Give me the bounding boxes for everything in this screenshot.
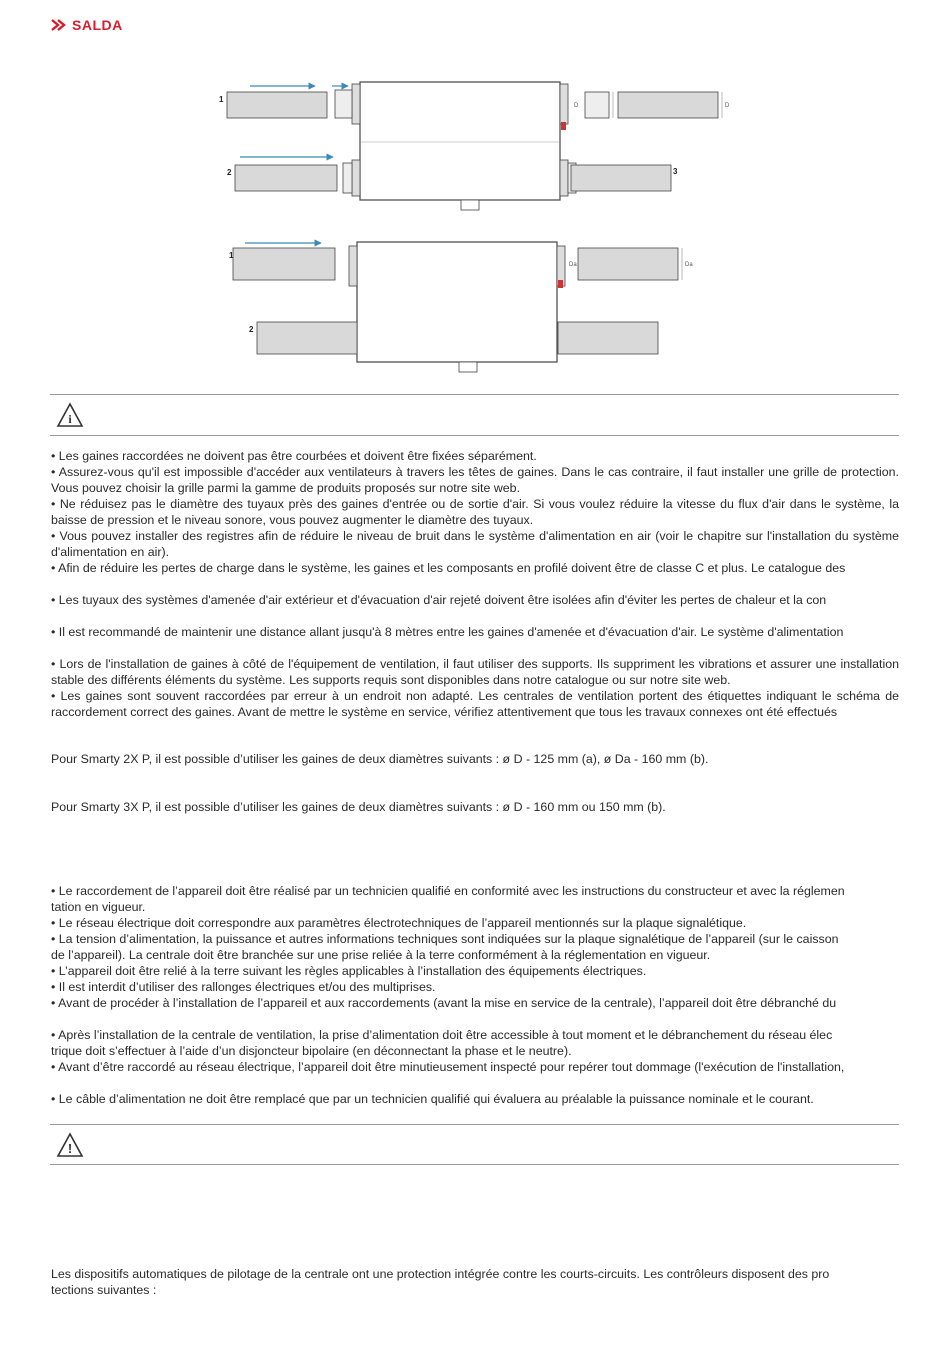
- salda-logo-icon: [50, 16, 68, 34]
- electrical-line-2: tation en vigueur.: [51, 900, 146, 914]
- ducts-item-6: • Les tuyaux des systèmes d'amenée d'air extérieur et d'évacuation d'air rejeté doivent être isolées afin d'éviter les pertes de chaleur et la con: [51, 593, 827, 607]
- electrical-line-11: trique doit s’effectuer à l’aide d’un disjoncteur bipolaire (en déconnectant la phase et le neutre).: [51, 1044, 572, 1058]
- electrical-line-5: de l’appareil). La centrale doit être branchée sur une prise reliée à la terre conformément à la réglementation en vigueur.: [51, 948, 711, 962]
- warning-note-band: [50, 1124, 899, 1165]
- electrical-line-7: • Il est interdit d’utiliser des rallonges électriques et/ou des multiprises.: [51, 980, 436, 994]
- svg-text:!: !: [67, 1141, 73, 1156]
- ducts-item-7: • Il est recommandé de maintenir une distance allant jusqu'à 8 mètres entre les gaines d'amenée et d'évacuation d'air. Le système d'alimentation: [51, 625, 844, 639]
- figure-label-3: 3: [673, 167, 678, 176]
- figure-label-2: 2: [227, 168, 232, 177]
- electrical-line-1: • Le raccordement de l’appareil doit être réalisé par un technicien qualifié en conformité avec les instructions du constructeur et avec la réglemen: [51, 884, 845, 898]
- figure-label-1: 1: [219, 95, 224, 104]
- warning-icon: [56, 1132, 84, 1158]
- electrical-line-12: • Avant d’être raccordé au réseau électrique, l’appareil doit être minutieusement inspecté pour repérer tout dommage (l'exécution de l'installation,: [51, 1060, 845, 1074]
- electrical-line-3: • Le réseau électrique doit correspondre aux paramètres électrotechniques de l’appareil mentionnés sur la plaque signalétique.: [51, 916, 747, 930]
- top-unit-drawing: [227, 82, 722, 210]
- figure-label-b1: 1: [229, 251, 234, 260]
- ducts-item-9: • Les gaines sont souvent raccordées par erreur à un endroit non adapté. Les centrales de ventilation portent des étiquettes indiquant le schéma de raccordement correct des gaines. Avant de mettre le système en service, vérifiez attentivement que tous les travaux connexes ont été effectués: [51, 689, 899, 719]
- protection-text: [51, 1266, 899, 1298]
- electrical-line-8: • Avant de procéder à l’installation de l’appareil et aux raccordements (avant la mise en service de la centrale), l’appareil doit être débranché du: [51, 996, 837, 1010]
- ducts-instructions: [51, 448, 899, 720]
- electrical-instructions: [51, 883, 899, 1107]
- info-warning-icon: [56, 402, 84, 428]
- brand-logo: [50, 16, 123, 34]
- dimension-label-D: D: [725, 103, 730, 109]
- electrical-line-10: • Après l’installation de la centrale de ventilation, la prise d’alimentation doit être accessible à tout moment et le débranchement du réseau élec: [51, 1028, 833, 1042]
- ducts-item-3: • Ne réduisez pas le diamètre des tuyaux près des gaines d'entrée ou de sortie d'air. Si vous voulez réduire la vitesse du flux d'air dans le système, la baisse de pression et le niveau sonore, vous pouvez augmenter le diamètre des tuyaux.: [51, 497, 899, 527]
- svg-text:i: i: [68, 412, 72, 426]
- ducts-item-4: • Vous pouvez installer des registres afin de réduire le niveau de bruit dans le système d'alimentation en air (voir le chapitre sur l'installation du système d'alimentation en air).: [51, 529, 899, 559]
- smarty-2x-note: Pour Smarty 2X P, il est possible d’utiliser les gaines de deux diamètres suivants : ø D - 125 mm (a), ø Da - 160 mm (b).: [51, 752, 709, 766]
- electrical-line-4: • La tension d’alimentation, la puissance et autres informations techniques sont indiquées sur la plaque signalétique de l’appareil (sur le caisson: [51, 932, 839, 946]
- electrical-line-9: [51, 1011, 899, 1027]
- ducts-item-8: • Lors de l'installation de gaines à côté de l'équipement de ventilation, il faut utiliser des supports. Ils suppriment les vibrations et assurer une installation stable des différents éléments du système. Les supports requis sont disponibles dans notre catalogue ou sur notre site web.: [51, 657, 899, 687]
- dimension-label-Da: Da: [685, 262, 693, 268]
- ducts-item-1: • Les gaines raccordées ne doivent pas être courbées et doivent être fixées séparément.: [51, 449, 537, 463]
- smarty-3x-note: Pour Smarty 3X P, il est possible d’utiliser les gaines de deux diamètres suivants : ø D - 160 mm ou 150 mm (b).: [51, 800, 666, 814]
- ducts-item-2: • Assurez-vous qu'il est impossible d'accéder aux ventilateurs à travers les têtes de gaines. Dans le cas contraire, il faut installer une grille de protection. Vous pouvez choisir la grille parmi la gamme de produits proposés sur notre site web.: [51, 465, 899, 495]
- info-note-band: [50, 394, 899, 436]
- protection-line-1: Les dispositifs automatiques de pilotage de la centrale ont une protection intégrée contre les courts-circuits. Les contrôleurs disposent des pro: [51, 1267, 830, 1281]
- figure-label-b2: 2: [249, 325, 254, 334]
- dimension-label-D-unit: D: [574, 103, 579, 109]
- bottom-unit-drawing: [233, 242, 682, 372]
- dimension-label-Da-unit: Da: [569, 262, 577, 268]
- duct-connection-diagram: [215, 70, 755, 380]
- protection-line-2: tections suivantes :: [51, 1283, 157, 1297]
- electrical-line-14: • Le câble d’alimentation ne doit être remplacé que par un technicien qualifié qui évaluera au préalable la puissance nominale et le courant.: [51, 1092, 814, 1106]
- electrical-line-6: • L’appareil doit être relié à la terre suivant les règles applicables à l’installation des équipements électriques.: [51, 964, 647, 978]
- electrical-line-13: [51, 1075, 899, 1091]
- ducts-item-5: • Afin de réduire les pertes de charge dans le système, les gaines et les composants en profilé doivent être de classe C et plus. Le catalogue des: [51, 561, 846, 575]
- brand-name: SALDA: [72, 17, 123, 33]
